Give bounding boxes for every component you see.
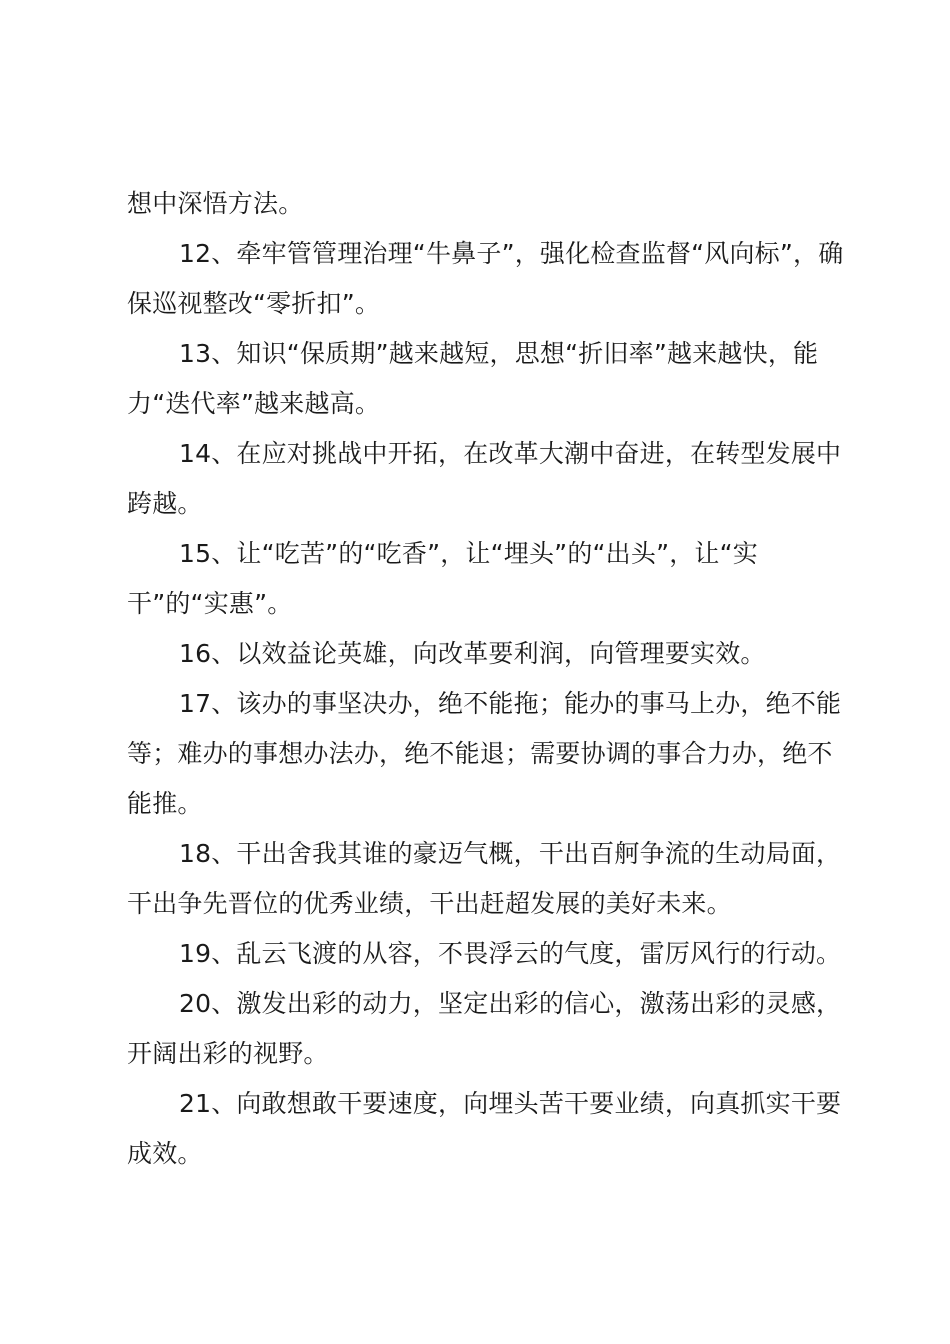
paragraph-item-14: 14、在应对挑战中开拓，在改革大潮中奋进，在转型发展中跨越。	[127, 439, 842, 518]
paragraph-item-12: 12、牵牢管管理治理“牛鼻子”，强化检查监督“风向标”，确保巡视整改“零折扣”。	[127, 239, 844, 318]
paragraph-item-17: 17、该办的事坚决办，绝不能拖；能办的事马上办，绝不能等；难办的事想办法办，绝不能退；需要协调的事合力办，绝不能推。	[127, 689, 842, 818]
paragraph-continuation: 想中深悟方法。	[127, 189, 304, 218]
paragraph-item-15: 15、让“吃苦”的“吃香”，让“埋头”的“出头”，让“实干”的“实惠”。	[127, 539, 758, 618]
paragraph-item-18: 18、干出舍我其谁的豪迈气概，干出百舸争流的生动局面，干出争先晋位的优秀业绩，干出赶超发展的美好未来。	[127, 839, 842, 918]
paragraph-item-20: 20、激发出彩的动力，坚定出彩的信心，激荡出彩的灵感，开阔出彩的视野。	[127, 989, 842, 1068]
paragraph-item-13: 13、知识“保质期”越来越短，思想“折旧率”越来越快，能力“迭代率”越来越高。	[127, 339, 819, 418]
paragraph-item-21: 21、向敢想敢干要速度，向埋头苦干要业绩，向真抓实干要成效。	[127, 1089, 842, 1168]
paragraph-item-16: 16、以效益论英雄，向改革要利润，向管理要实效。	[179, 639, 766, 668]
document-body	[127, 179, 857, 1179]
paragraph-item-19: 19、乱云飞渡的从容，不畏浮云的气度，雷厉风行的行动。	[179, 939, 842, 968]
